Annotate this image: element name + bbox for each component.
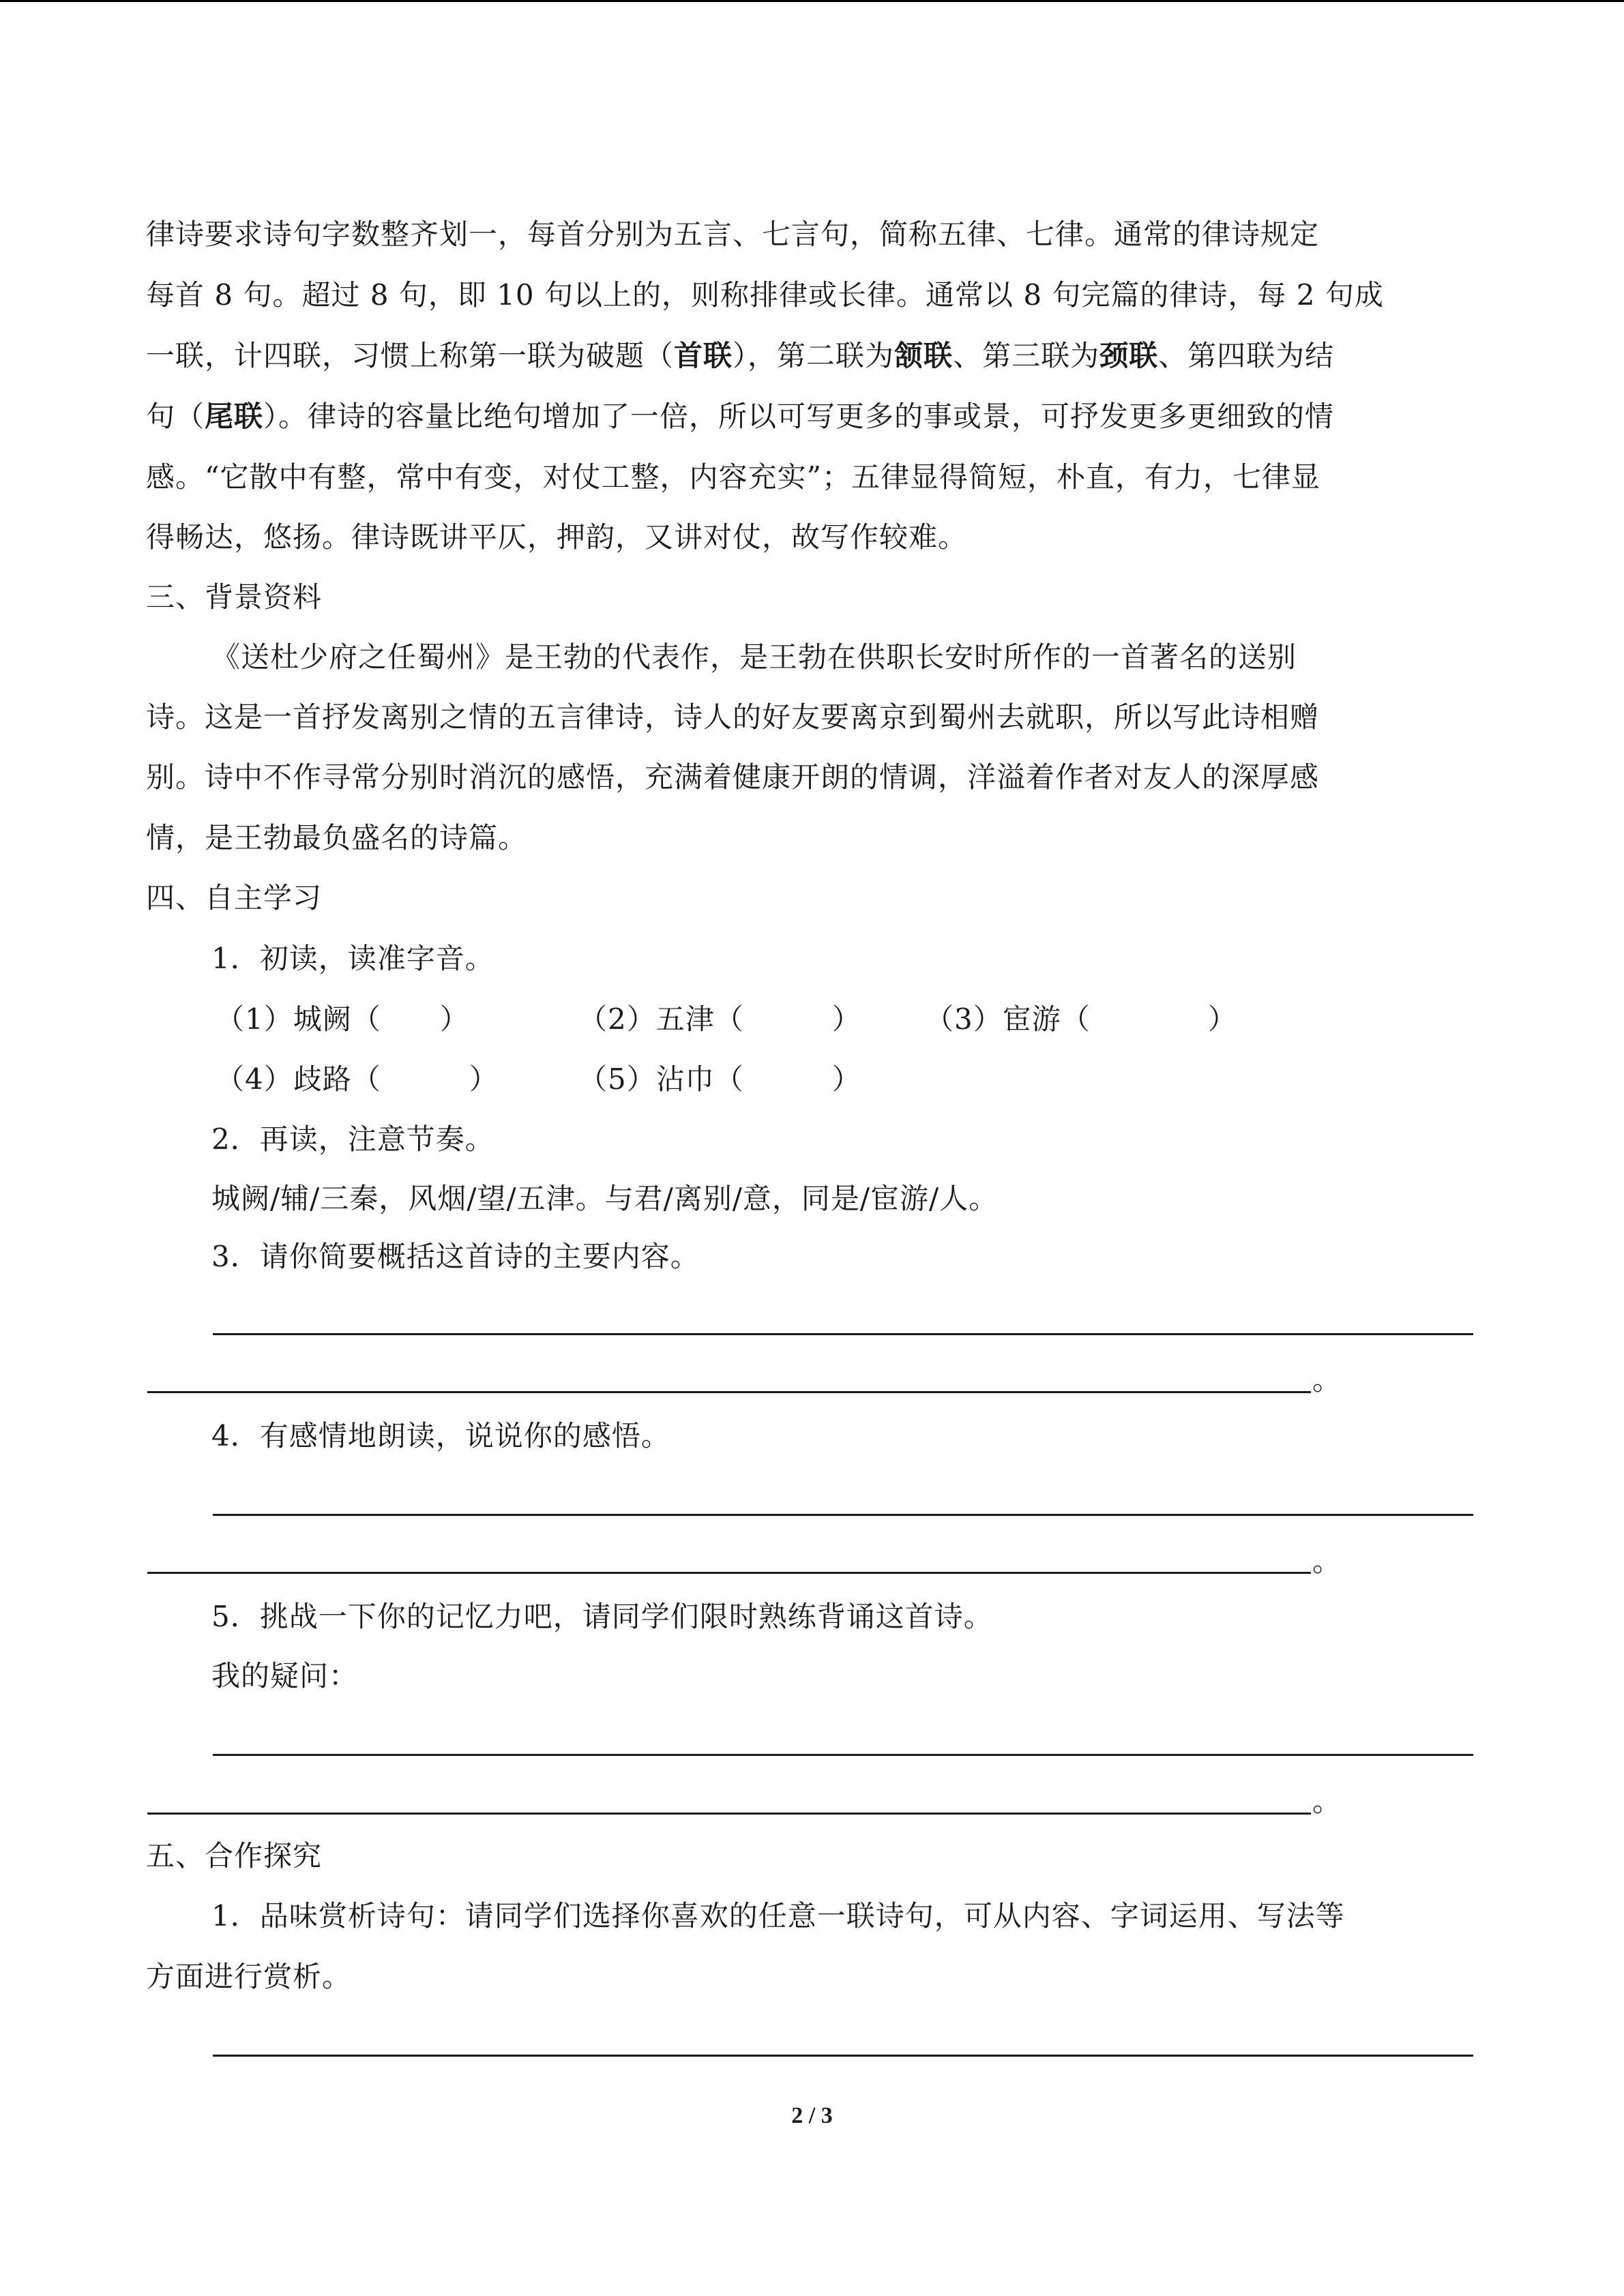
answer-line[interactable]: [213, 1333, 1473, 1335]
pinyin-item-5: （5）沾巾（ ）: [578, 1062, 861, 1096]
answer-line[interactable]: [213, 2055, 1473, 2057]
period-mark: 。: [1312, 1785, 1342, 1818]
intro-text: 、第三联为: [953, 339, 1100, 372]
period-mark: 。: [1312, 1545, 1342, 1578]
rhythm-line: 城阙/辅/三秦，风烟/望/五津。与君/离别/意，同是/宦游/人。: [211, 1182, 999, 1215]
intro-text: 、第四联为结: [1158, 339, 1335, 372]
section-4-heading: 四、自主学习: [146, 881, 323, 914]
intro-line-6: 得畅达，悠扬。律诗既讲平仄，押韵，又讲对仗，故写作较难。: [146, 520, 968, 554]
intro-line-1: 律诗要求诗句字数整齐划一，每首分别为五言、七言句，简称五律、七律。通常的律诗规定: [146, 218, 1320, 251]
section-3-heading: 三、背景资料: [146, 580, 323, 614]
pinyin-item-4: （4）歧路（ ）: [216, 1062, 499, 1096]
pinyin-item-2: （2）五津（ ）: [578, 1002, 861, 1036]
term-hanlian: 颔联: [894, 339, 954, 372]
background-line-1: 《送杜少府之任蜀州》是王勃的代表作，是王勃在供职长安时所作的一首著名的送别: [211, 640, 1297, 674]
appreciation-question-line-1: 1．品味赏析诗句：请同学们选择你喜欢的任意一联诗句，可从内容、字词运用、写法等: [211, 1899, 1345, 1933]
background-line-4: 情，是王勃最负盛名的诗篇。: [146, 821, 528, 854]
question-5: 5．挑战一下你的记忆力吧，请同学们限时熟练背诵这首诗。: [211, 1600, 993, 1633]
top-border: [0, 0, 1624, 2]
question-3: 3．请你简要概括这首诗的主要内容。: [211, 1240, 700, 1273]
pinyin-item-1: （1）城阙（ ）: [216, 1002, 469, 1036]
question-4: 4．有感情地朗读，说说你的感悟。: [211, 1419, 670, 1452]
background-line-2: 诗。这是一首抒发离别之情的五言律诗，诗人的好友要离京到蜀州去就职，所以写此诗相赠: [146, 700, 1320, 734]
answer-line[interactable]: [147, 1572, 1311, 1574]
my-question-label: 我的疑问：: [211, 1659, 359, 1693]
intro-text: 句（: [146, 400, 205, 433]
term-weilian: 尾联: [205, 400, 264, 433]
intro-line-3: [146, 337, 1334, 375]
answer-line[interactable]: [213, 1754, 1473, 1756]
answer-line[interactable]: [147, 1391, 1311, 1393]
page-number: 2 / 3: [791, 2103, 833, 2128]
intro-text: 一联，计四联，习惯上称第一联为破题（: [146, 339, 675, 372]
answer-line[interactable]: [213, 1514, 1473, 1516]
term-shoulian: 首联: [674, 339, 733, 372]
period-mark: 。: [1312, 1363, 1342, 1397]
intro-text: ），第二联为: [733, 339, 895, 372]
intro-text: ）。律诗的容量比绝句增加了一倍，所以可写更多的事或景，可抒发更多更细致的情: [263, 400, 1335, 433]
answer-line[interactable]: [147, 1813, 1311, 1815]
intro-line-4: [146, 398, 1334, 436]
question-2: 2．再读，注意节奏。: [211, 1122, 494, 1156]
intro-line-5: 感。“它散中有整，常中有变，对仗工整，内容充实”；五律显得简短，朴直，有力，七律显: [146, 460, 1320, 494]
background-line-3: 别。诗中不作寻常分别时消沉的感悟，充满着健康开朗的情调，洋溢着作者对友人的深厚感: [146, 760, 1320, 794]
intro-line-2: 每首 8 句。超过 8 句，即 10 句以上的，则称排律或长律。通常以 8 句完篇的律诗，每 2 句成: [146, 278, 1384, 312]
pinyin-item-3: （3）宦游（ ）: [925, 1002, 1237, 1036]
appreciation-question-line-2: 方面进行赏析。: [146, 1960, 352, 1993]
section-5-heading: 五、合作探究: [146, 1839, 323, 1873]
question-1: 1．初读，读准字音。: [211, 942, 494, 975]
term-jinglian: 颈联: [1099, 339, 1159, 372]
